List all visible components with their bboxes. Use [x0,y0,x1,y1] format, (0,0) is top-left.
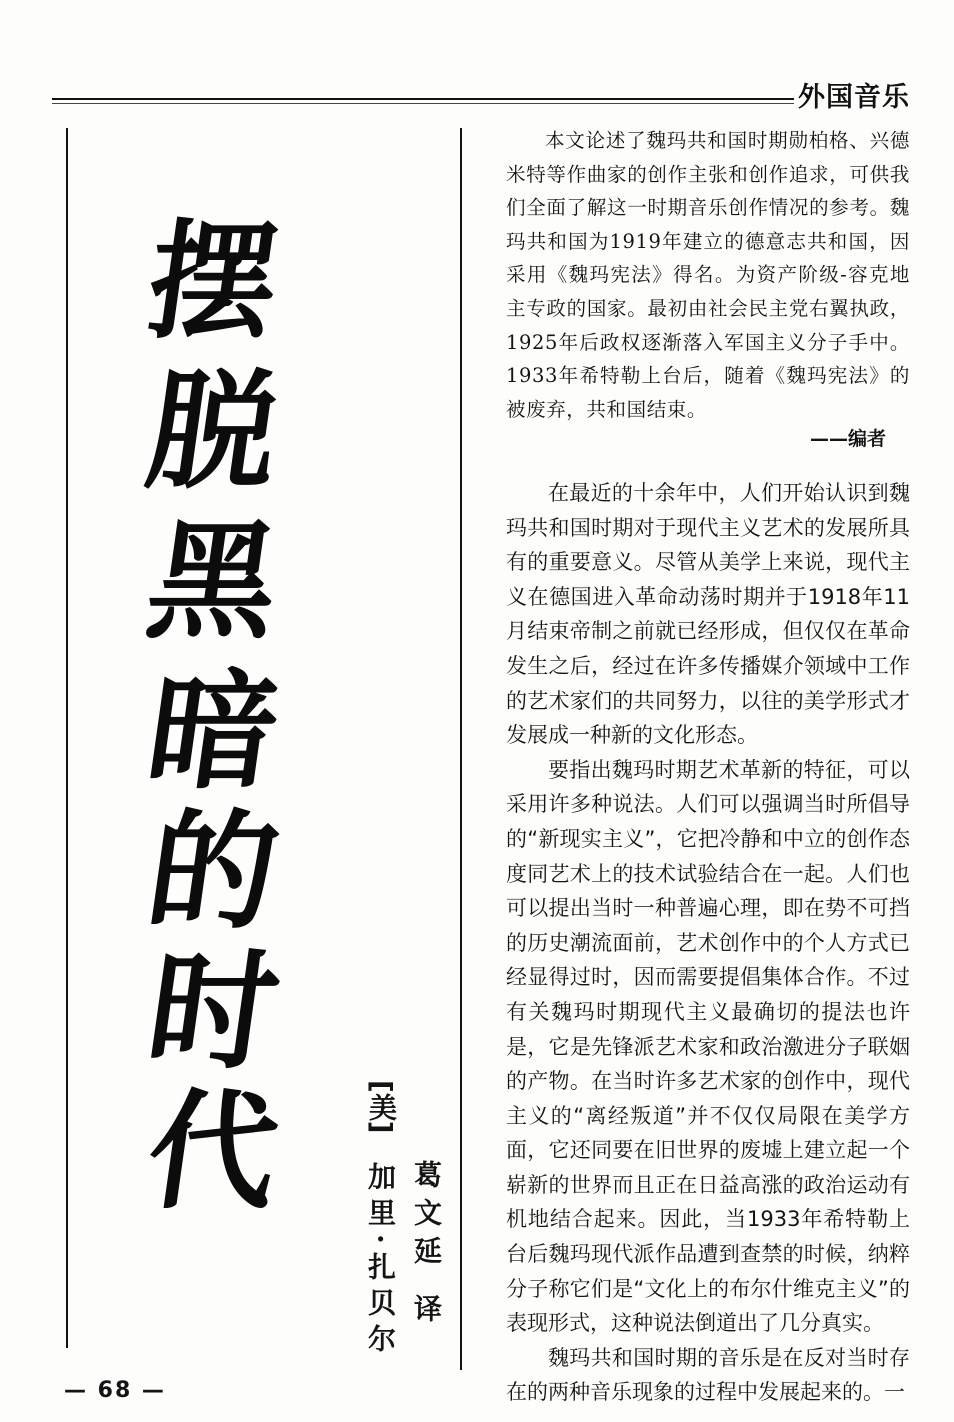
title-char: 暗 [138,657,288,807]
editor-abstract [506,124,910,426]
title-char: 黑 [138,507,288,657]
title-char: 摆 [138,207,288,357]
article-body [506,476,910,1410]
title-char: 的 [138,797,288,947]
author-nationality: [美] [365,1080,398,1134]
author-name: 加里·扎贝尔 [364,1162,397,1360]
translator-name: 葛文延 译 [410,1160,443,1332]
title-char: 时 [138,937,288,1087]
title-frame-left-rule [66,128,68,1348]
body-paragraph: 在最近的十余年中，人们开始认识到魏玛共和国时期对于现代主义艺术的发展所具有的重要意义。尽管从美学上来说，现代主义在德国进入革命动荡时期并于1918年11月结束帝制之前就已经形成，但仅仅在革命发生之后，经过在许多传播媒介领域中工作的艺术家们的共同努力，以往的美学形式才发展成一种新的文化形态。 [506,481,910,748]
column-divider-rule [460,128,462,1370]
editor-signature: ——编者 [810,428,887,450]
header-rule [52,98,794,100]
calligraphy-title [118,207,308,1227]
title-char: 脱 [138,357,288,507]
body-paragraph: 要指出魏玛时期艺术革新的特征，可以采用许多种说法。人们可以强调当时所倡导的“新现实主义”，它把冷静和中立的创作态度同艺术上的技术试验结合在一起。人们也可以提出当时一种普遍心理，即在势不可挡的历史潮流面前，艺术创作中的个人方式已经显得过时，因而需要提倡集体合作。不过有关魏玛时期现代主义最确切的提法也许是，它是先锋派艺术家和政治激进分子联姻的产物。在当时许多艺术家的创作中，现代主义的“离经叛道”并不仅仅局限在美学方面，它还同要在旧世界的废墟上建立起一个崭新的世界而且正在日益高涨的政治运动有机地结合起来。因此，当1933年希特勒上台后魏玛现代派作品遭到查禁的时候，纳粹分子称它们是“文化上的布尔什维克主义”的表现形式，这种说法倒道出了几分真实。 [506,757,910,1336]
page-number: — 68 — [64,1378,166,1403]
section-name: 外国音乐 [798,82,910,113]
abstract-text: 本文论述了魏玛共和国时期勋柏格、兴德米特等作曲家的创作主张和创作追求，可供我们全面了解这一时期音乐创作情况的参考。魏玛共和国为1919年建立的德意志共和国，因采用《魏玛宪法》得名。为资产阶级-容克地主专政的国家。最初由社会民主党右翼执政，1925年后政权逐渐落入军国主义分子手中。1933年希特勒上台后，随着《魏玛宪法》的被废弃，共和国结束。 [506,129,910,421]
body-paragraph: 魏玛共和国时期的音乐是在反对当时存在的两种音乐现象的过程中发展起来的。一 [506,1345,910,1405]
title-char: 代 [138,1077,288,1227]
header-rule-secondary [52,103,794,104]
